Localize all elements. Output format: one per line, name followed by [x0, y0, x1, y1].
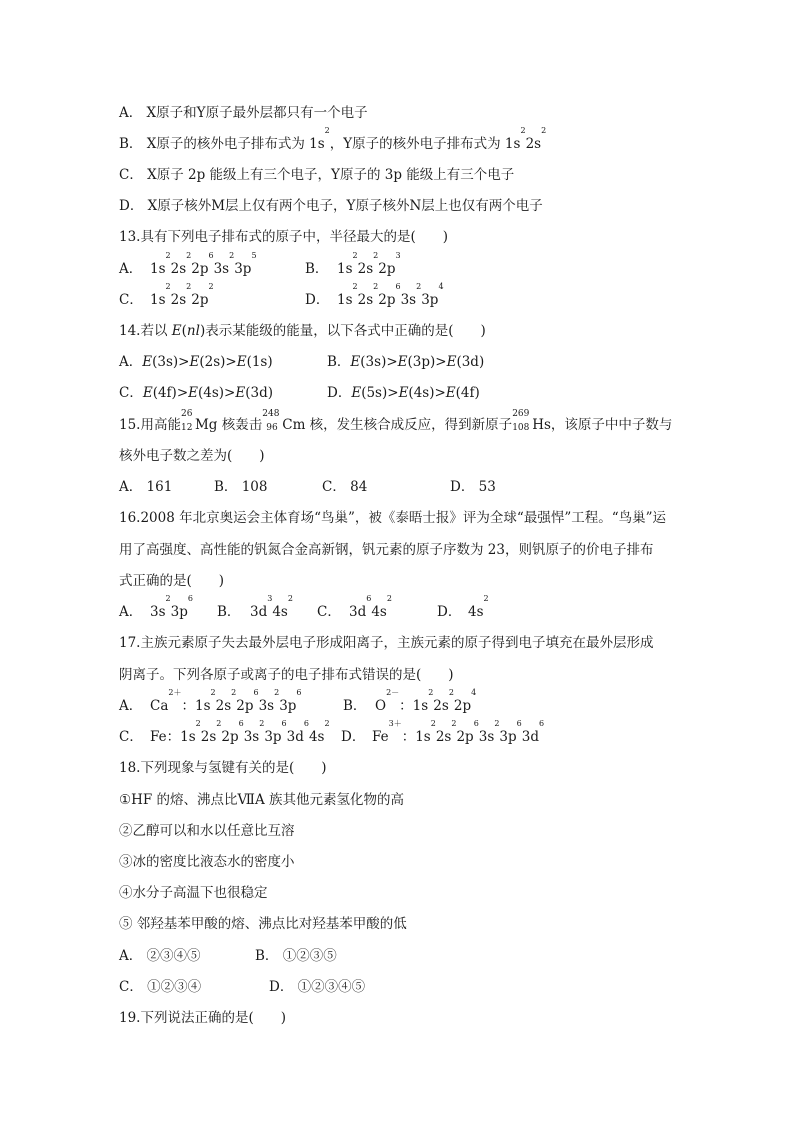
q15-stem-line2: 核外电子数之差为( ) [119, 448, 265, 464]
q13-option-b-config: $1s^22s^22p^3$ [337, 251, 401, 277]
q12-option-c: C． X原子 2p 能级上有三个电子，Y原子的 3p 能级上有三个电子 [119, 167, 515, 183]
q18-item-4: ④水分子高温下也很稳定 [119, 885, 268, 901]
q12-option-a: A． X原子和Y原子最外层都只有一个电子 [119, 105, 368, 121]
q18-item-5: ⑤ 邻羟基苯甲酸的熔、沸点比对羟基苯甲酸的低 [119, 916, 407, 932]
q13-option-c-config: $1s^22s^22p^2$ [150, 282, 214, 308]
q18-item-1: ①HF 的熔、沸点比ⅦA 族其他元素氢化物的高 [119, 792, 404, 808]
hs-nuclide: 269 108 Hs [512, 409, 551, 433]
q19-stem: 19.下列说法正确的是( ) [119, 1010, 287, 1026]
cm-nuclide: 248 96 Cm [262, 409, 306, 433]
q18-item-2: ②乙醇可以和水以任意比互溶 [119, 823, 295, 839]
q18-stem: 18.下列现象与氢键有关的是( ) [119, 760, 327, 776]
q14-stem: 14.若以 E(nl)表示某能级的能量，以下各式中正确的是( ) [119, 323, 486, 339]
q13-option-a-config: $1s^22s^22p^63s^23p^5$ [150, 251, 257, 277]
q12-option-d: D． X原子核外M层上仅有两个电子，Y原子核外N层上也仅有两个电子 [119, 198, 543, 214]
q17-stem-line1: 17.主族元素原子失去最外层电子形成阳离子，主族元素的原子得到电子填充在最外层形成 [119, 635, 654, 651]
mg-nuclide: 26 12 Mg [180, 409, 218, 433]
exam-page: A． X原子和Y原子最外层都只有一个电子 B． X原子的核外电子排布式为 $1s^2$，Y原子的核外电子排布式为 $1s^22s^2$ C． X原子 2p 能级上有三个电子，Y原子的 3p 能级上有三个电子 D． X原子核外M层上仅有两个电子，Y原子核外N层上也仅有两个电子 13.具有下列电子排布式的原子中，半径最大的是( ) A． $1s^22s^22p^63s^23p^5$ B． $1s^22s^22p^3$ C． $1s^22s^22p^2$ D． $1s^22s^22p^63s^23p^4$ 14.若以 E(nl)表示某能级的能量，以下各式中正确的是( ) A．E(3s)>E(2s)>E(1s) B．E(3s)>E(3p)>E(3d) C．E(4f)>E(4s)>E(3d) D．E(5s)>E(4s)>E(4f) 15.用高能 26 12 Mg 核轰击 248 96 Cm 核，发生核合成反应，得到新原子 269 108 Hs，该原子中中子数与 核外电子数之差为( ) A． 161 B． 108 C． 84 D． 53 16.2008 年北京奥运会主体育场“鸟巢”，被《泰晤士报》评为全球“最强悍”工程。“鸟巢”运 用了高强度、高性能的钒氮合金高新钢，钒元素的原子序数为 23，则钒原子的价电子排布 式正确的是( ) A． $3s^23p^6$ B． $3d^34s^2$ C． $3d^64s^2$ D． $4s^2$ 17.主族元素原子失去最外层电子形成阳离子，主族元素的原子得到电子填充在最外层形成 阴离子。下列各原子或离子的电子排布式错误的是( ) A． $Ca^{2+}$：$1s^22s^22p^63s^23p^6$ B． $O^{2-}$：$1s^22s^22p^4$ C． Fe：$1s^22s^22p^63s^23p^63d^64s^2$ D． $Fe^{3+}$：$1s^22s^22p^63s^23p^63d^6$ 18.下列现象与氢键有关的是( ) ①HF 的熔、沸点比ⅦA 族其他元素氢化物的高 ②乙醇可以和水以任意比互溶 ③冰的密度比液态水的密度小 ④水分子高温下也很稳定 ⑤ 邻羟基苯甲酸的熔、沸点比对羟基苯甲酸的低 A． ②③④⑤ B． ①②③⑤ C． ①②③④ D． ①②③④⑤ 19.下列说法正确的是( ) [119, 105, 673, 1026]
q16-stem-line1: 16.2008 年北京奥运会主体育场“鸟巢”，被《泰晤士报》评为全球“最强悍”工程。“鸟巢”运 [119, 510, 667, 526]
q16-stem-line3: 式正确的是( ) [119, 573, 225, 589]
q13-option-d-config: $1s^22s^22p^63s^23p^4$ [337, 282, 444, 308]
q15-stem-line1: 15.用高能 26 12 Mg 核轰击 248 96 Cm 核，发生核合成反应，得到新原子 269 108 Hs，该原子中中子数与 [119, 409, 673, 433]
q17-stem-line2: 阴离子。下列各原子或离子的电子排布式错误的是( ) [119, 667, 454, 683]
q18-item-3: ③冰的密度比液态水的密度小 [119, 854, 295, 870]
q12-option-b: B． X原子的核外电子排布式为 $1s^2$，Y原子的核外电子排布式为 $1s^22s^2$ [119, 126, 547, 152]
q16-stem-line2: 用了高强度、高性能的钒氮合金高新钢，钒元素的原子序数为 23，则钒原子的价电子排布 [119, 542, 654, 558]
q13-stem: 13.具有下列电子排布式的原子中，半径最大的是( ) [119, 229, 449, 245]
